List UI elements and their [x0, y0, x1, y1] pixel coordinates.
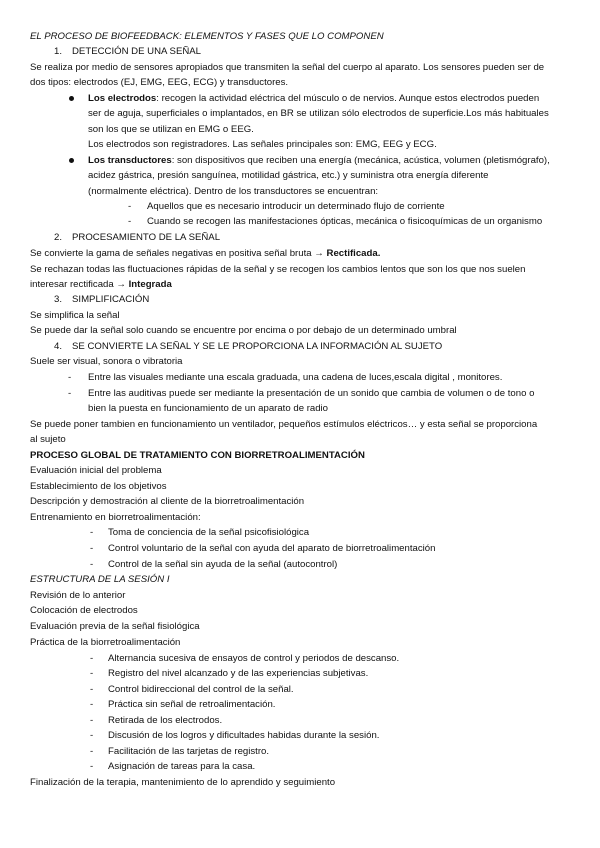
paragraph: Se realiza por medio de sensores apropiados que transmiten la señal del cuerpo al aparato. Los sensores pueden ser de [30, 62, 545, 73]
dash-icon: - [90, 559, 94, 570]
list-line: Finalización de la terapia, mantenimiento de lo aprendido y seguimiento [30, 777, 336, 788]
dash-icon: - [90, 699, 94, 710]
dash-icon: - [128, 216, 132, 227]
section-2-number: 2. [54, 232, 63, 243]
section-4-number: 4. [54, 341, 63, 352]
bullet-text: ser de aguja, superficiales o implantados, en BR se utilizan sólo electrodos de superficie.Los más habituales [88, 108, 549, 119]
dash-icon: - [90, 527, 94, 538]
bullet-text: : son dispositivos que reciben una energía (mecánica, acústica, volumen (pletismógrafo), [171, 155, 550, 166]
paragraph: Se rechazan todas las fluctuaciones rápidas de la señal y se recogen los cambios lentos que son los que nos suelen [30, 264, 526, 275]
list-item: Aquellos que es necesario introducir un determinado flujo de corriente [147, 201, 445, 212]
list-line: Evaluación previa de la señal fisiológica [30, 621, 200, 632]
list-item: Asignación de tareas para la casa. [108, 761, 256, 772]
list-item: Toma de conciencia de la señal psicofisiológica [108, 527, 310, 538]
list-item: Entre las visuales mediante una escala graduada, una cadena de luces,escala digital , monitores. [88, 372, 503, 383]
paragraph: Suele ser visual, sonora o vibratoria [30, 356, 183, 367]
bullet-text: acidez gástrica, presión sanguínea, motilidad gástrica, etc.) y suministra otra energía diferente [88, 170, 489, 181]
dash-icon: - [90, 730, 94, 741]
paragraph: Se simplifica la señal [30, 310, 120, 321]
dash-icon: - [90, 761, 94, 772]
dash-icon: - [68, 388, 72, 399]
list-item-continued: bien la puesta en funcionamiento de un aparato de radio [88, 403, 329, 414]
dash-icon: - [128, 201, 132, 212]
paragraph: Se puede poner tambien en funcionamiento un ventilador, pequeños estímulos eléctricos… y esta señal se proporciona [30, 419, 538, 430]
bullet-text: son los que se utilizan en EMG o EEG. [88, 124, 254, 135]
section-1-number: 1. [54, 46, 63, 57]
text-bold: Rectificada. [326, 248, 381, 259]
list-item: Control bidireccional del control de la señal. [108, 684, 294, 695]
paragraph: Se puede dar la señal solo cuando se encuentre por encima o por debajo de un determinado umbral [30, 325, 457, 336]
bullet-icon [69, 96, 74, 101]
list-item: Retirada de los electrodos. [108, 715, 223, 726]
list-item: Facilitación de las tarjetas de registro. [108, 746, 270, 757]
list-item: Cuando se recogen las manifestaciones ópticas, mecánica o fisicoquímicas de un organismo [147, 216, 543, 227]
list-line: Revisión de lo anterior [30, 590, 126, 601]
section-3-heading: SIMPLIFICACIÓN [72, 294, 150, 305]
dash-icon: - [90, 543, 94, 554]
list-item: Práctica sin señal de retroalimentación. [108, 699, 276, 710]
bullet-text: (normalmente eléctrica). Dentro de los transductores se encuentran: [88, 186, 379, 197]
list-line: Evaluación inicial del problema [30, 465, 162, 476]
section-heading: PROCESO GLOBAL DE TRATAMIENTO CON BIORRETROALIMENTACIÓN [30, 450, 365, 461]
bullet-transductores [88, 153, 550, 168]
bullet-label: Los transductores [88, 155, 172, 166]
dash-icon: - [90, 746, 94, 757]
dash-icon: - [90, 715, 94, 726]
dash-icon: - [68, 372, 72, 383]
dash-icon: - [90, 653, 94, 664]
text: interesar rectificada → [30, 279, 129, 290]
bullet-text: : recogen la actividad eléctrica del músculo o de nervios. Aunque estos electrodos pueden [156, 93, 540, 104]
section-1-heading: DETECCIÓN DE UNA SEÑAL [72, 46, 202, 57]
bullet-electrodos [88, 91, 539, 106]
list-line: Establecimiento de los objetivos [30, 481, 167, 492]
section-2-heading: PROCESAMIENTO DE LA SEÑAL [72, 232, 221, 243]
bullet-text: Los electrodos son registradores. Las señales principales son: EMG, EEG y ECG. [88, 139, 437, 150]
document-title: EL PROCESO DE BIOFEEDBACK: ELEMENTOS Y FASES QUE LO COMPONEN [30, 31, 384, 42]
list-line: Descripción y demostración al cliente de la biorretroalimentación [30, 496, 305, 507]
list-item: Entre las auditivas puede ser mediante la presentación de un sonido que cambia de volumen o de tono o [88, 388, 535, 399]
dash-icon: - [90, 668, 94, 679]
paragraph: al sujeto [30, 434, 66, 445]
paragraph [30, 246, 380, 261]
section-3-number: 3. [54, 294, 63, 305]
list-item: Registro del nivel alcanzado y de las experiencias subjetivas. [108, 668, 369, 679]
list-item: Discusión de los logros y dificultades habidas durante la sesión. [108, 730, 380, 741]
list-item: Control voluntario de la señal con ayuda del aparato de biorretroalimentación [108, 543, 436, 554]
list-line: Colocación de electrodos [30, 605, 138, 616]
text: Se convierte la gama de señales negativas en positiva señal bruta → [30, 248, 327, 259]
text-bold: Integrada [128, 279, 172, 290]
list-line: Práctica de la biorretroalimentación [30, 637, 181, 648]
bullet-icon [69, 158, 74, 163]
bullet-label: Los electrodos [88, 93, 157, 104]
paragraph: dos tipos: electrodos (EJ, EMG, EEG, ECG) y transductores. [30, 77, 289, 88]
dash-icon: - [90, 684, 94, 695]
section-heading: ESTRUCTURA DE LA SESIÓN I [30, 574, 170, 585]
paragraph [30, 277, 172, 292]
list-item: Alternancia sucesiva de ensayos de control y periodos de descanso. [108, 653, 400, 664]
list-item: Control de la señal sin ayuda de la señal (autocontrol) [108, 559, 338, 570]
list-line: Entrenamiento en biorretroalimentación: [30, 512, 201, 523]
section-4-heading: SE CONVIERTE LA SEÑAL Y SE LE PROPORCIONA LA INFORMACIÓN AL SUJETO [72, 341, 443, 352]
